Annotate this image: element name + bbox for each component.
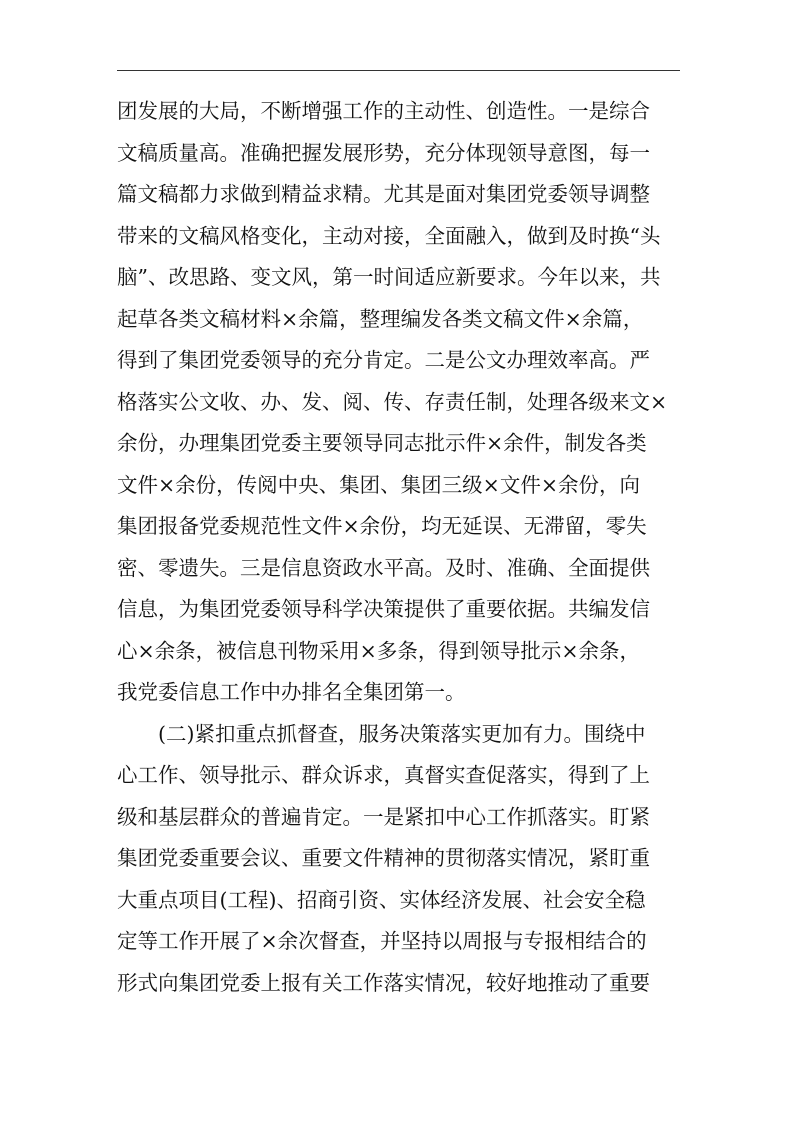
paragraph-start-line: (二)紧扣重点抓督查，服务决策落实更加有力。围绕中	[158, 721, 646, 746]
text-line: 起草各类文稿材料×余篇，整理编发各类文稿文件×余篇，	[117, 306, 644, 331]
text-line: 文件×余份，传阅中央、集团、集团三级×文件×余份，向	[117, 472, 641, 497]
text-line: 形式向集团党委上报有关工作落实情况，较好地推动了重要	[117, 970, 650, 995]
text-line: 集团报备党委规范性文件×余份，均无延误、无滞留，零失	[117, 514, 647, 538]
text-line: 余份，办理集团党委主要领导同志批示件×余件，制发各类	[117, 431, 647, 455]
body-text	[117, 91, 680, 1004]
text-line: 级和基层群众的普遍肯定。一是紧扣中心工作抓落实。盯紧	[117, 804, 650, 829]
text-line: 带来的文稿风格变化，主动对接，全面融入，做到及时换“头	[117, 223, 661, 248]
text-line: 集团党委重要会议、重要文件精神的贯彻落实情况，紧盯重	[117, 846, 650, 870]
text-line: 脑”、改思路、变文风，第一时间适应新要求。今年以来，共	[117, 265, 661, 289]
text-line: 篇文稿都力求做到精益求精。尤其是面对集团党委领导调整	[117, 182, 650, 206]
text-line: 信息，为集团党委领导科学决策提供了重要依据。共编发信	[117, 597, 650, 621]
header-rule	[117, 70, 680, 71]
text-line: 格落实公文收、办、发、阅、传、存责任制，处理各级来文×	[117, 389, 668, 414]
text-line: 密、零遗失。三是信息资政水平高。及时、准确、全面提供	[117, 555, 650, 580]
text-line: 文稿质量高。准确把握发展形势，充分体现领导意图，每一	[117, 140, 650, 165]
text-line: 得到了集团党委领导的充分肯定。二是公文办理效率高。严	[117, 348, 650, 372]
text-line: 我党委信息工作中办排名全集团第一。	[117, 680, 466, 704]
text-line: 心工作、领导批示、群众诉求，真督实查促落实，得到了上	[117, 763, 650, 787]
text-line: 定等工作开展了×余次督查，并坚持以周报与专报相结合的	[117, 929, 647, 953]
text-line: 团发展的大局，不断增强工作的主动性、创造性。一是综合	[117, 99, 650, 123]
text-line: 心×余条，被信息刊物采用×多条，得到领导批示×余条，	[117, 638, 641, 663]
text-line: 大重点项目(工程)、招商引资、实体经济发展、社会安全稳	[117, 887, 646, 912]
